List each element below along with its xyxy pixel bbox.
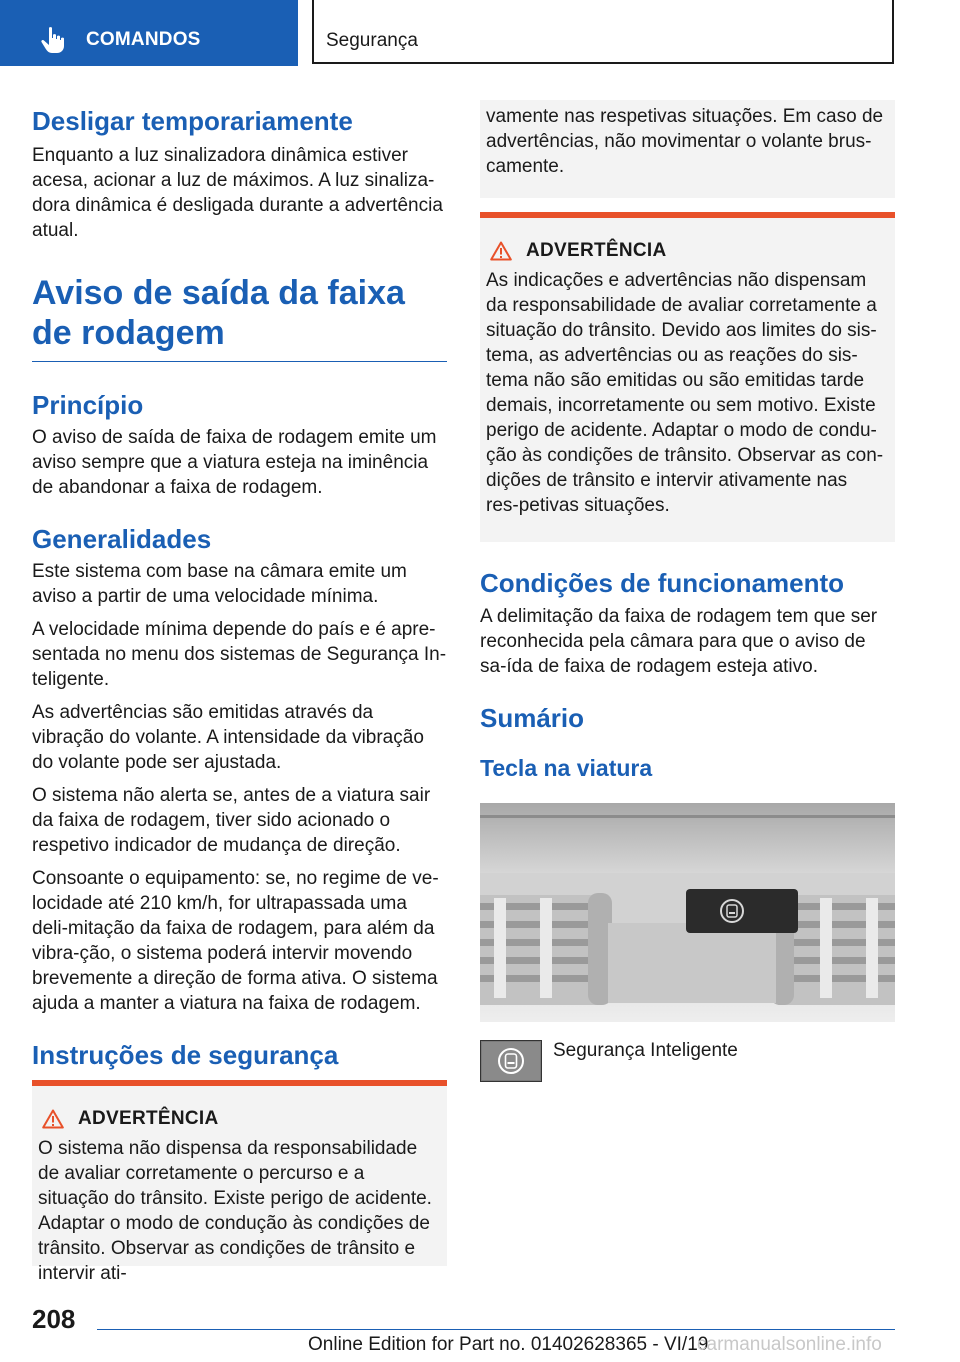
right-column-lower bbox=[480, 566, 895, 782]
warning-text-1-continued: vamente nas respetivas situações. Em caso de advertências, não movimentar o volante brus-camente. bbox=[486, 106, 884, 177]
dashboard-photo bbox=[480, 803, 895, 1022]
intelligent-safety-button-icon bbox=[480, 1040, 542, 1082]
warning-bar bbox=[32, 1080, 447, 1086]
section-title: Segurança bbox=[326, 30, 418, 51]
paragraph-general-4: O sistema não alerta se, antes de a viatura sair da faixa de rodagem, tiver sido acionado o respetivo indicador de mudança de direção. bbox=[32, 785, 431, 856]
heading-key: Tecla na viatura bbox=[480, 755, 653, 781]
heading-safety: Instruções de segurança bbox=[32, 1040, 339, 1070]
main-heading-block bbox=[32, 273, 447, 362]
warning-title-row bbox=[32, 1108, 447, 1130]
chapter-title: COMANDOS bbox=[86, 29, 201, 50]
footer-rule bbox=[97, 1329, 895, 1330]
page-number: 208 bbox=[32, 1304, 76, 1334]
warning-bar bbox=[480, 212, 895, 218]
warning-text-1: O sistema não dispensa da responsabilidade de avaliar corretamente o percurso e a situação do trânsito. Existe perigo de acidente. Adaptar o modo de condução às condições de trânsito. Observar as condições de trânsito e intervir ati- bbox=[38, 1138, 432, 1284]
left-column bbox=[32, 100, 447, 1072]
warning-text-2: As indicações e advertências não dispensam da responsabilidade de avaliar corretamente a situação do trânsito. Devido aos limites do sis-tema, as advertências ou as reações do sis-tema não são emitidas ou são emitidas tarde demais, incorretamente ou sem motivo. Existe perigo de acidente. Adaptar o modo de condu-ção às condições de trânsito. Observar as con-dições de trânsito e intervir ativamente nas res-petivas situações. bbox=[486, 270, 884, 516]
heading-general: Generalidades bbox=[32, 524, 212, 554]
paragraph-temp-off: Enquanto a luz sinalizadora dinâmica estiver acesa, acionar a luz de máximos. A luz sinaliza-dora dinâmica é desligada durante a advertência atual. bbox=[32, 145, 443, 241]
paragraph-general-3: As advertências são emitidas através da vibração do volante. A intensidade da vibração do volante pode ser ajustada. bbox=[32, 702, 424, 773]
warning-triangle-icon bbox=[42, 1109, 64, 1129]
paragraph-general-2: A velocidade mínima depende do país e é apre-sentada no menu dos sistemas de Segurança In-teligente. bbox=[32, 619, 447, 690]
main-heading: Aviso de saída da faixa de rodagem bbox=[32, 274, 405, 352]
warning-title: ADVERTÊNCIA bbox=[78, 1108, 219, 1129]
paragraph-general-1: Este sistema com base na câmara emite um aviso a partir de uma velocidade mínima. bbox=[32, 561, 407, 607]
warning-title: ADVERTÊNCIA bbox=[526, 240, 667, 261]
warning-box-1-continued bbox=[480, 100, 895, 198]
section-tab bbox=[312, 0, 894, 64]
hand-pointer-icon bbox=[40, 26, 66, 54]
paragraph-principle: O aviso de saída de faixa de rodagem emite um aviso sempre que a viatura esteja na iminência de abandonar a faixa de rodagem. bbox=[32, 427, 437, 498]
footer-edition-text: Online Edition for Part no. 01402628365 - VI/19 bbox=[308, 1334, 709, 1355]
heading-principle: Princípio bbox=[32, 390, 144, 420]
warning-box-1 bbox=[32, 1080, 447, 1284]
chapter-tab bbox=[0, 0, 298, 66]
key-label: Segurança Inteligente bbox=[553, 1040, 738, 1061]
warning-title-row bbox=[480, 240, 895, 262]
paragraph-conditions: A delimitação da faixa de rodagem tem que ser reconhecida pela câmara para que o aviso de sa-ída de faixa de rodagem esteja ativo. bbox=[480, 606, 878, 677]
watermark: carmanualsonline.info bbox=[697, 1334, 882, 1355]
heading-temp-off: Desligar temporariamente bbox=[32, 106, 353, 136]
paragraph-general-5: Consoante o equipamento: se, no regime de ve-locidade até 210 km/h, for ultrapassada uma deli-mitação da faixa de rodagem, para além da vibra-ção, o sistema poderá intervir movendo brevemente a direção de forma ativa. O sistema ajuda a manter a viatura na faixa de rodagem. bbox=[32, 868, 439, 1014]
heading-summary: Sumário bbox=[480, 703, 585, 733]
warning-triangle-icon bbox=[490, 241, 512, 261]
heading-conditions: Condições de funcionamento bbox=[480, 568, 845, 598]
warning-box-2 bbox=[480, 212, 895, 542]
page-header bbox=[0, 0, 960, 66]
